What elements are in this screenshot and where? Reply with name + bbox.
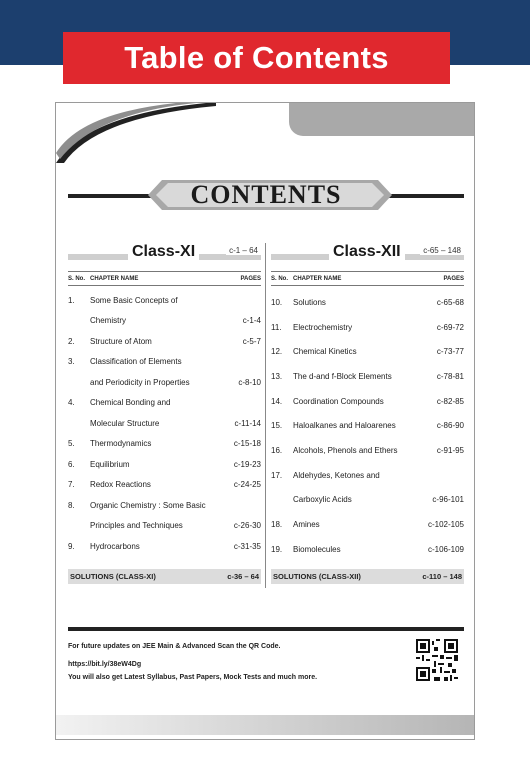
chapter-name: Hydrocarbons	[90, 541, 140, 551]
chapter-pages: c-31-35	[233, 541, 261, 551]
bottom-gradient-bar	[56, 715, 475, 735]
chapter-row	[271, 463, 464, 488]
class-xi-range: c-1 – 64	[226, 246, 261, 255]
chapter-number: 11.	[271, 322, 282, 332]
solutions-label: SOLUTIONS (CLASS-XII)	[273, 572, 361, 581]
chapter-pages: c-5-7	[242, 336, 261, 346]
chapter-row	[68, 331, 261, 352]
chapter-name: Carboxylic Acids	[293, 495, 352, 505]
chapter-pages: c-86-90	[436, 421, 464, 431]
chapter-number: 6.	[68, 459, 75, 469]
chapter-number: 3.	[68, 357, 75, 367]
chapter-name: Alcohols, Phenols and Ethers	[293, 445, 398, 455]
chapter-row	[68, 311, 261, 332]
chapter-pages: c-26-30	[233, 521, 261, 531]
chapter-name: Some Basic Concepts of	[90, 295, 178, 305]
chapter-number: 17.	[271, 470, 283, 480]
chapter-pages: c-106-109	[427, 544, 464, 554]
class-xii-range: c-65 – 148	[420, 246, 464, 255]
chapter-pages: c-8-10	[238, 377, 261, 387]
contents-page	[55, 102, 475, 740]
chapter-row	[68, 516, 261, 537]
class-xii-title: Class-XII	[329, 243, 405, 261]
class-xii-column	[271, 243, 464, 562]
chapter-number: 5.	[68, 439, 75, 449]
chapter-pages: c-78-81	[436, 371, 464, 381]
chapter-name: Organic Chemistry : Some Basic	[90, 500, 206, 510]
chapter-name: Principles and Techniques	[90, 521, 183, 531]
chapter-name: Haloalkanes and Haloarenes	[293, 421, 396, 431]
chapter-name: Chemistry	[90, 316, 127, 326]
chapter-pages: c-91-95	[436, 445, 464, 455]
contents-title: CONTENTS	[190, 180, 342, 209]
solutions-label: SOLUTIONS (CLASS-XI)	[70, 572, 156, 581]
chapter-number: 7.	[68, 480, 75, 490]
chapter-row	[271, 290, 464, 315]
chapter-row	[271, 389, 464, 414]
pages-header: PAGES	[240, 276, 261, 282]
chapter-pages: c-19-23	[233, 459, 261, 469]
table-header	[271, 271, 464, 286]
class-xii-solutions	[271, 569, 464, 584]
chapter-name: Chemical Bonding and	[90, 398, 171, 408]
chapter-pages: c-82-85	[436, 396, 464, 406]
chapter-row	[271, 413, 464, 438]
chapter-name: Classification of Elements	[90, 357, 182, 367]
decorative-arc	[56, 103, 216, 163]
class-xi-solutions	[68, 569, 261, 584]
chapter-row	[271, 488, 464, 513]
sno-header: S. No.	[68, 276, 86, 282]
chapter-number: 10.	[271, 297, 283, 307]
class-xi-title: Class-XI	[128, 243, 199, 261]
chapter-row	[271, 339, 464, 364]
chapter-row	[68, 434, 261, 455]
chapter-header: CHAPTER NAME	[293, 276, 342, 282]
chapter-header: CHAPTER NAME	[90, 276, 139, 282]
decorative-tab	[289, 103, 474, 136]
solutions-pages: c-110 – 148	[422, 572, 462, 581]
chapter-name: Thermodynamics	[90, 439, 152, 449]
chapter-name: Biomolecules	[293, 544, 341, 554]
chapter-number: 16.	[271, 445, 283, 455]
solutions-pages: c-36 – 64	[227, 572, 259, 581]
chapter-name: Structure of Atom	[90, 336, 152, 346]
column-divider	[265, 243, 266, 588]
table-header	[68, 271, 261, 286]
chapter-pages: c-11-14	[234, 418, 261, 428]
chapter-row	[68, 290, 261, 311]
footer-line2: You will also get Latest Syllabus, Past Papers, Mock Tests and much more.	[68, 674, 318, 681]
chapter-pages: c-73-77	[436, 347, 464, 357]
chapter-row	[68, 475, 261, 496]
chapter-row	[68, 454, 261, 475]
footer-rule	[68, 627, 464, 631]
footer-line1: For future updates on JEE Main & Advanced Scan the QR Code.	[68, 643, 281, 650]
chapter-row	[68, 536, 261, 557]
chapter-row	[68, 372, 261, 393]
chapter-row	[68, 495, 261, 516]
chapter-number: 1.	[68, 295, 75, 305]
class-xi-header	[68, 243, 261, 265]
chapter-number: 14.	[271, 396, 283, 406]
chapter-name: Solutions	[293, 297, 326, 307]
class-xii-chapter-list	[271, 290, 464, 562]
chapter-number: 2.	[68, 336, 75, 346]
chapter-name: Equilibrium	[90, 459, 130, 469]
chapter-row	[271, 537, 464, 562]
sno-header: S. No.	[271, 276, 289, 282]
chapter-name: Aldehydes, Ketones and	[293, 470, 380, 480]
class-xii-header	[271, 243, 464, 265]
chapter-number: 4.	[68, 398, 75, 408]
chapter-number: 18.	[271, 520, 283, 530]
chapter-number: 12.	[271, 347, 283, 357]
chapter-row	[68, 393, 261, 414]
chapter-pages: c-24-25	[233, 480, 261, 490]
chapter-row	[271, 364, 464, 389]
chapter-row	[68, 352, 261, 373]
qr-code-icon[interactable]	[416, 639, 458, 681]
class-xi-column	[68, 243, 261, 557]
chapter-pages: c-1-4	[242, 316, 261, 326]
chapter-name: Amines	[293, 520, 320, 530]
chapter-row	[68, 413, 261, 434]
chapter-number: 8.	[68, 500, 75, 510]
class-xi-chapter-list	[68, 290, 261, 557]
title-banner	[63, 32, 450, 84]
chapter-name: The d-and f-Block Elements	[293, 371, 392, 381]
chapter-name: and Periodicity in Properties	[90, 377, 190, 387]
chapter-pages: c-69-72	[436, 322, 464, 332]
chapter-name: Chemical Kinetics	[293, 347, 357, 357]
chapter-number: 13.	[271, 371, 283, 381]
chapter-name: Redox Reactions	[90, 480, 151, 490]
chapter-row	[271, 512, 464, 537]
contents-heading	[68, 180, 464, 210]
pages-header: PAGES	[443, 276, 464, 282]
chapter-number: 15.	[271, 421, 283, 431]
chapter-pages: c-102-105	[427, 520, 464, 530]
chapter-name: Coordination Compounds	[293, 396, 384, 406]
chapter-pages: c-15-18	[233, 439, 261, 449]
chapter-row	[271, 438, 464, 463]
chapter-pages: c-65-68	[436, 297, 464, 307]
chapter-pages: c-96-101	[432, 495, 464, 505]
chapter-row	[271, 315, 464, 340]
chapter-name: Molecular Structure	[90, 418, 160, 428]
chapter-name: Electrochemistry	[293, 322, 353, 332]
chapter-number: 9.	[68, 541, 75, 551]
page-title: Table of Contents	[124, 40, 389, 75]
footer-link[interactable]: https://bit.ly/38eW4Dg	[68, 661, 142, 668]
chapter-number: 19.	[271, 544, 283, 554]
